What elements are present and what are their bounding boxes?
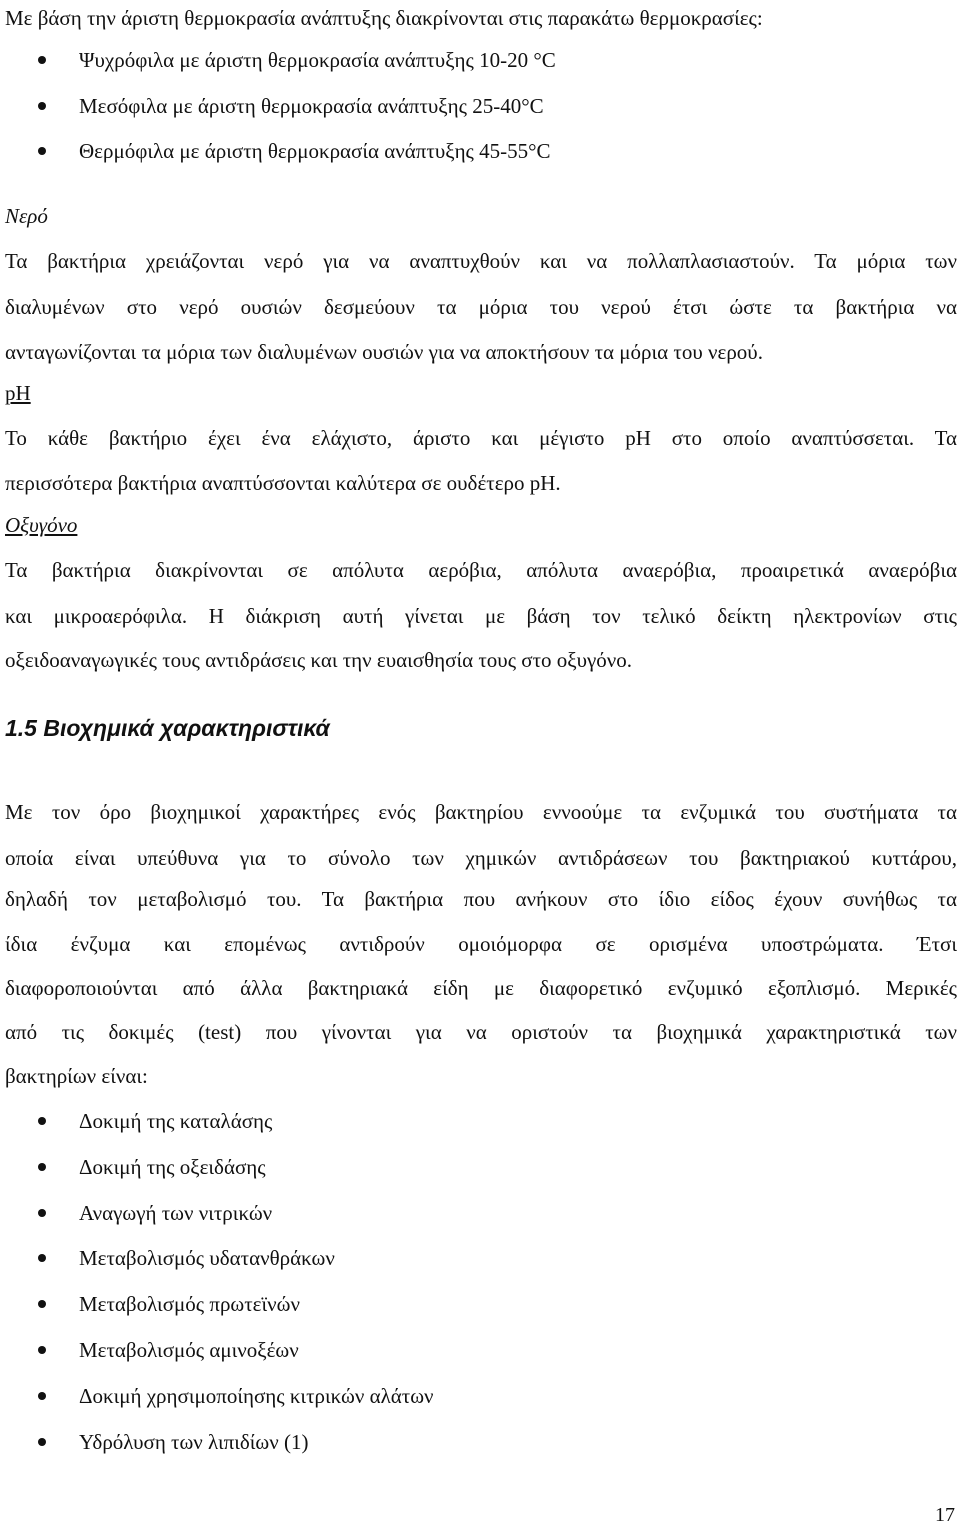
bullet-icon [38, 147, 46, 155]
oxygen-paragraph-line: Τα βακτήρια διακρίνονται σε απόλυτα αερόβια, απόλυτα αναερόβια, προαιρετικά αναερόβια [5, 558, 957, 582]
section-paragraph-line: από τις δοκιμές (test) που γίνονται για να οριστούν τα βιοχημικά χαρακτηριστικά των [5, 1020, 957, 1044]
ph-heading: pH [5, 381, 31, 405]
page-number: 17 [935, 1504, 955, 1526]
list-item-text: Μεταβολισμός υδατανθράκων [79, 1246, 335, 1270]
list-item-text: Ψυχρόφιλα με άριστη θερμοκρασία ανάπτυξης 10-20 °C [79, 48, 556, 72]
list-item-text: Αναγωγή των νιτρικών [79, 1201, 273, 1225]
water-paragraph-line: Τα βακτήρια χρειάζονται νερό για να αναπτυχθούν και να πολλαπλασιαστούν. Τα μόρια των [5, 249, 957, 273]
bullet-icon [38, 1438, 46, 1446]
bullet-icon [38, 1254, 46, 1262]
water-heading: Νερό [5, 204, 48, 228]
list-item-text: Μεταβολισμός πρωτεϊνών [79, 1292, 300, 1316]
list-item-text: Μεταβολισμός αμινοξέων [79, 1338, 299, 1362]
section-paragraph-line: διαφοροποιούνται από άλλα βακτηριακά είδη με διαφορετικό ενζυμικό εξοπλισμό. Μερικές [5, 976, 957, 1000]
intro-paragraph: Με βάση την άριστη θερμοκρασία ανάπτυξης διακρίνονται στις παρακάτω θερμοκρασίες: [5, 6, 763, 30]
bullet-icon [38, 1300, 46, 1308]
ph-paragraph-line: περισσότερα βακτήρια αναπτύσσονται καλύτερα σε ουδέτερο pH. [5, 471, 561, 495]
list-item-text: Θερμόφιλα με άριστη θερμοκρασία ανάπτυξης 45-55°C [79, 139, 551, 163]
water-paragraph-line: διαλυμένων στο νερό ουσιών δεσμεύουν τα μόρια του νερού έτσι ώστε τα βακτήρια να [5, 295, 957, 319]
oxygen-heading: Οξυγόνο [5, 513, 78, 537]
ph-paragraph-line: Το κάθε βακτήριο έχει ένα ελάχιστο, άριστο και μέγιστο pH στο οποίο αναπτύσσεται. Τα [5, 426, 957, 450]
section-paragraph-line: ίδια ένζυμα και επομένως αντιδρούν ομοιόμορφα σε ορισμένα υποστρώματα. Έτσι [5, 932, 957, 956]
bullet-icon [38, 1346, 46, 1354]
list-item-text: Δοκιμή χρησιμοποίησης κιτρικών αλάτων [79, 1384, 434, 1408]
bullet-icon [38, 1209, 46, 1217]
list-item-text: Υδρόλυση των λιπιδίων (1) [79, 1430, 309, 1454]
section-paragraph-line: Με τον όρο βιοχημικοί χαρακτήρες ενός βακτηρίου εννοούμε τα ενζυμικά του συστήματα τα [5, 800, 957, 824]
list-item-text: Δοκιμή της καταλάσης [79, 1109, 273, 1133]
bullet-icon [38, 56, 46, 64]
bullet-icon [38, 1392, 46, 1400]
bullet-icon [38, 1163, 46, 1171]
oxygen-paragraph-line: και μικροαερόφιλα. Η διάκριση αυτή γίνεται με βάση τον τελικό δείκτη ηλεκτρονίων στις [5, 604, 957, 628]
water-paragraph-line: ανταγωνίζονται τα μόρια των διαλυμένων ουσιών για να αποκτήσουν τα μόρια του νερού. [5, 340, 763, 364]
section-paragraph-line: οποία είναι υπεύθυνα για το σύνολο των χημικών αντιδράσεων του βακτηριακού κυττάρου, [5, 846, 957, 870]
oxygen-paragraph-line: οξειδοαναγωγικές τους αντιδράσεις και την ευαισθησία τους στο οξυγόνο. [5, 648, 633, 672]
bullet-icon [38, 102, 46, 110]
bullet-icon [38, 1117, 46, 1125]
section-paragraph-line: δηλαδή τον μεταβολισμό του. Τα βακτήρια που ανήκουν στο ίδιο είδος έχουν συνήθως τα [5, 887, 957, 911]
list-item-text: Δοκιμή της οξειδάσης [79, 1155, 266, 1179]
list-item-text: Μεσόφιλα με άριστη θερμοκρασία ανάπτυξης 25-40°C [79, 94, 544, 118]
section-title: 1.5 Βιοχημικά χαρακτηριστικά [5, 715, 330, 741]
section-paragraph-line: βακτηρίων είναι: [5, 1064, 148, 1088]
